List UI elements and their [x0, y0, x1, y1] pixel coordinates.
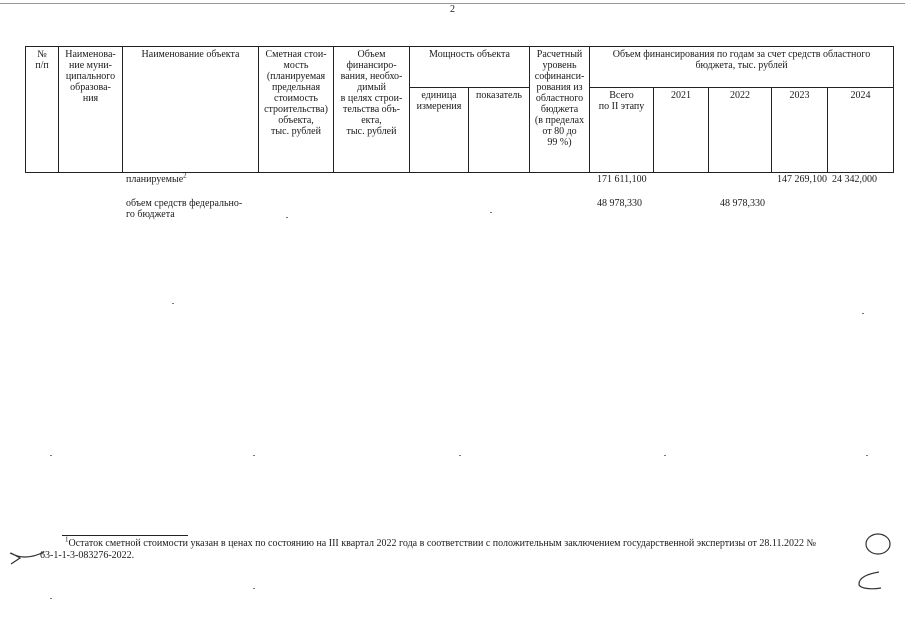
- scan-speck: [50, 455, 52, 456]
- header-num: № п/п: [26, 47, 59, 173]
- handwritten-check-mark: [845, 568, 885, 596]
- scan-speck: [664, 455, 666, 456]
- header-year-2023: 2023: [772, 88, 828, 173]
- row-federal-2022: 48 978,330: [720, 198, 765, 209]
- row-federal-label: объем средств федерально- го бюджета: [126, 198, 243, 220]
- header-estimated-cost: Сметная стои- мость (планируемая предельная стоимость строительства) объекта, тыс. рублей: [259, 47, 334, 173]
- scan-speck: [862, 313, 864, 314]
- row-federal-total: 48 978,330: [597, 198, 642, 209]
- header-year-2022: 2022: [709, 88, 772, 173]
- header-funding-volume: Объем финансиро- вания, необхо- димый в целях строи- тельства объ- екта, тыс. рублей: [334, 47, 410, 173]
- header-capacity-unit: единица измерения: [410, 88, 469, 173]
- header-municipality: Наименова- ние муни- ципального образова- ния: [59, 47, 123, 173]
- handwritten-arrow-mark: [8, 548, 48, 570]
- header-total: Всего по II этапу: [590, 88, 654, 173]
- scan-speck: [286, 217, 288, 218]
- footnote-text: Остаток сметной стоимости указан в ценах по состоянию на III квартал 2022 года в соответствии с положительным заключением государственной экспертизы от 28.11.2022 №: [68, 538, 817, 549]
- financing-table: [25, 46, 894, 173]
- scan-speck: [490, 212, 492, 213]
- handwritten-circle-mark: [863, 531, 893, 557]
- header-cofinancing: Расчетный уровень софинанси- рования из областного бюджета (в пределах от 80 до 99 %): [530, 47, 590, 173]
- header-year-2021: 2021: [654, 88, 709, 173]
- footnote-text-continued: 63-1-1-3-083276-2022.: [40, 550, 135, 561]
- scan-speck: [172, 303, 174, 304]
- scan-speck: [459, 455, 461, 456]
- row-planned-2023: 147 269,100: [777, 174, 827, 185]
- page-number: 2: [450, 4, 455, 15]
- row-planned-total: 171 611,100: [597, 174, 647, 185]
- footnote-separator: [62, 535, 188, 536]
- scan-speck: [50, 598, 52, 599]
- row-planned-label: планируемые$^2$: [126, 171, 187, 185]
- row-planned-2024: 24 342,000: [832, 174, 877, 185]
- footnote: [40, 535, 890, 562]
- scan-speck: [866, 455, 868, 456]
- header-row-1: [26, 47, 894, 88]
- header-year-2024: 2024: [828, 88, 894, 173]
- header-financing-by-year: Объем финансирования по годам за счет средств областного бюджета, тыс. рублей: [590, 47, 894, 88]
- scan-speck: [253, 455, 255, 456]
- header-object: Наименование объекта: [123, 47, 259, 173]
- header-capacity-value: показатель: [469, 88, 530, 173]
- footnote-marker: 1: [65, 535, 69, 544]
- scan-speck: [253, 588, 255, 589]
- header-capacity: Мощность объекта: [410, 47, 530, 88]
